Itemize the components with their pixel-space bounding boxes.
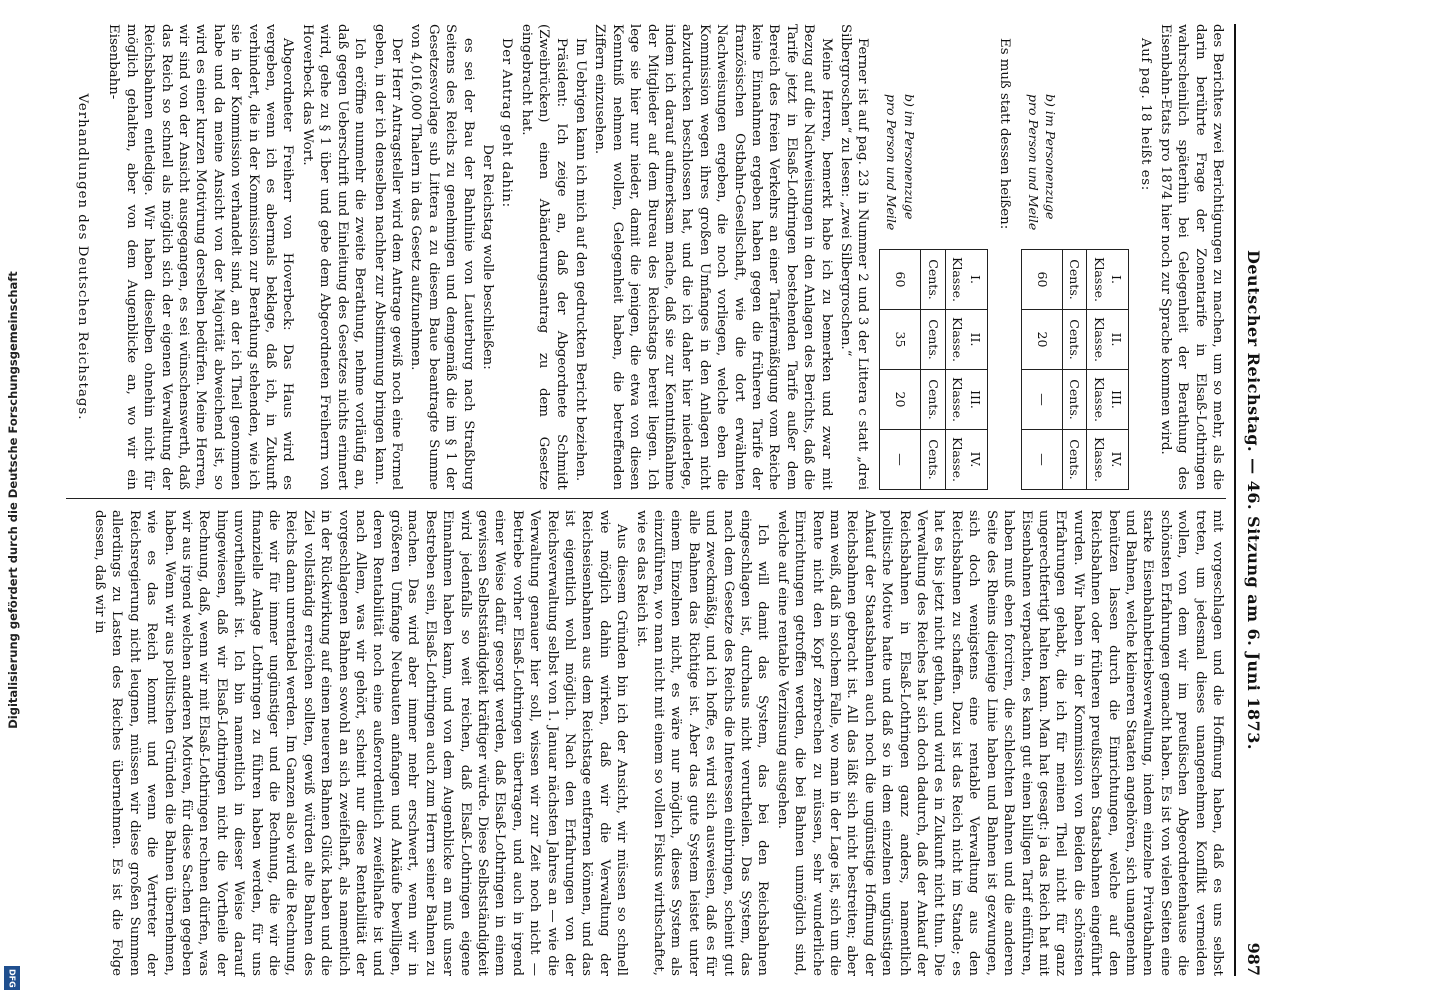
fare-value: 60: [880, 250, 921, 310]
paragraph: Meine Herren, bemerkt habe ich zu bemerken und zwar mit Bezug auf die Nachweisungen in den Anlagen des Berichts, daß die Tarife jetzt in Elsaß-Lothringen bestehenden Tarife außer dem Bereich des freien Verkehrs an einer Tarifermäßigung vom Reiche keine Einnahmen ergeben haben gegen die früheren Tarife der französischen Ostbahn-Gesellschaft, wie die dort erwähnten Nachweisungen ergeben, die noch vorliegen, welche eben die Kommission wegen ihres großen Umfanges in den Anlagen nicht abzudrucken beschlossen hat, und die ich daher hier niederlege, indem ich darauf aufmerksam mache, daß sie zur Kenntnißnahme der Mitglieder auf dem Bureau des Reichstags bereit liegen. Ich lege sie hier nur nieder, damit die jenigen, die etwa von diesen Kenntniß nehmen wollen, Gelegenheit haben, die betreffenden Ziffern einzusehen.: [592, 24, 834, 490]
fare-value: 20: [880, 370, 921, 430]
fare-row-label: b) im Personenzuge pro Person und Meile: [884, 94, 917, 231]
fare-header: IV. Klasse.: [1087, 430, 1129, 490]
fare-header: I. Klasse.: [1087, 250, 1129, 310]
fare-unit: Cents.: [1062, 370, 1086, 430]
fare-table-original: [1021, 94, 1129, 490]
fare-header: IV. Klasse.: [945, 430, 987, 490]
header-rule: [1234, 24, 1236, 976]
column-divider: [66, 498, 1226, 499]
paragraph: Im Uebrigen kann ich mich auf den gedruckten Bericht beziehen.: [573, 38, 588, 482]
right-column: [89, 510, 1226, 976]
fare-row-label: b) im Personenzuge pro Person und Meile: [1025, 94, 1059, 231]
paragraph: Ich eröffne nunmehr die zweite Berathung, nehme vorläufig an, daß gegen Ueberschrift und Einleitung des Gesetzes nichts erinnert wird, gehe zu § 1 über und gebe dem Abgeordneten Freiherrn von Hoverbeck das Wort.: [299, 24, 368, 490]
running-head: Deutscher Reichstag. — 46. Sitzung am 6. Juni 1873.: [1244, 250, 1264, 750]
left-column: [74, 24, 1226, 490]
paragraph: Abgeordneter Freiherr von Hoverbeck: Das Haus wird es vergeben, wenn ich es abermals beklage, daß ich, in Zukunft verhindert, die in der Kommission zur Berathung stehenden, wie ich sie in der Kommission verhandelt sind, an der ich Theil genommen habe und da meine Ansicht von der Majorität abweichend ist, so wird es einer kurzen Motivirung derselben bedürfen. Meine Herren, wir sind von der Ansicht ausgegangen, es sei wünschenswerth, daß das Reich so schnell als möglich sich der eigenen Verwaltung der Reichsbahnen entledige. Wir haben dieselben ohnehin nicht für möglich gehalten, aber von dem Augenblicke an, wo wir ein Eisenbahn-: [106, 24, 296, 490]
paragraph: des Berichtes zwei Berichtigungen zu machen, um so mehr, als die darin berührte Frage der Zonentarife in Elsaß-Lothringen wahrscheinlich späterhin bei Gelegenheit der Berathung des Eisenbahn-Etats pro 1874 hier noch zur Sprache kommen wird.: [1157, 24, 1225, 490]
paragraph: Der Antrag geht dahin:: [499, 38, 515, 208]
page-number: 987: [1244, 942, 1264, 976]
fare-row-label: [945, 94, 987, 250]
fare-unit: Cents.: [921, 430, 945, 490]
fare-value: —: [1021, 430, 1062, 490]
page-header: [1240, 24, 1268, 976]
fare-unit: Cents.: [921, 370, 945, 430]
fare-row-label: [1062, 94, 1086, 250]
fare-value: —: [880, 430, 921, 490]
fare-unit: Cents.: [1062, 310, 1086, 370]
credit-text: Digitalisierung gefördert durch die Deutsche Forschungsgemeinschaft: [6, 271, 20, 729]
paragraph: Auf pag. 18 heißt es:: [1138, 38, 1154, 191]
paragraph: Präsident: Ich zeige an, daß der Abgeordnete Schmidt (Zweibrücken) einen Abänderungsantrag zu dem Gesetze eingebracht hat.: [518, 24, 569, 490]
left-footer: Verhandlungen des Deutschen Reichstags.: [75, 93, 91, 421]
logo-text: DFG: [7, 968, 17, 988]
fare-unit: Cents.: [1062, 250, 1086, 310]
paragraph: es sei der Bau der Bahnlinie von Lauterburg nach Straßburg Seitens des Reichs zu genehmigen und demgemäß die im § 1 der Gesetzesvorlage sub Littera a zu diesem Baue beantragte Summe von 4,016,000 Thalern in das Gesetz aufzunehmen.: [408, 24, 476, 490]
fare-value: 20: [1021, 310, 1062, 370]
fare-unit: Cents.: [921, 250, 945, 310]
fare-value: —: [1021, 370, 1062, 430]
fare-header: II. Klasse.: [945, 310, 987, 370]
fare-row-label: [1087, 94, 1129, 250]
paragraph: Ferner ist auf pag. 23 in Nummer 2 und 3 der Littera c statt „drei Silbergroschen“ zu lesen: „zwei Silbergroschen.“: [838, 24, 871, 490]
paragraph: Ich will damit das System, das bei den Reichsbahnen eingeschlagen ist, durchaus nicht verurtheilen. Das System, das nach dem Gesetze des Reichs die Interessen einbringen, scheint gut und zweckmäßig, und ich hoffe, es wird sich ausweisen, daß es für alle Bahnen das Richtige ist. Aber das gute System leistet unter einem Einzelnen nicht, es wäre nur möglich, dieses System als einzuführen, wo man nicht mit einem so vollen Fiskus wirthschaftet, wie es das Reich ist.: [633, 510, 771, 976]
fare-value: 35: [880, 310, 921, 370]
fare-header: III. Klasse.: [945, 370, 987, 430]
fare-header: II. Klasse.: [1087, 310, 1129, 370]
fare-unit: Cents.: [921, 310, 945, 370]
paragraph: mit vorgeschlagen und die Hoffnung haben, daß es uns selbst treten, um jedesmal dieses unangenehmen Konflikt vermeiden wollen, von dem wir im preußischen Abgeordnetenhause die schönsten Erfahrungen gemacht haben. Es ist von vielen Seiten eine starke Eisenbahnbetriebsverwaltung, indem einzelne Privatbahnen und Bahnen, welche kleineren Staaten angehören, sich unangenehm benützen lassen durch die Einrichtungen, welche auf den Reichsbahnen oder früheren preußischen Staatsbahnen eingeführt wurden. Wir haben in der Kommission von Beiden die schönsten Erfahrungen gehabt, die ich für meinen Theil nicht für ganz ungerechtfertigt halten kann. Man hat gesagt: ja das Reich hat mit Eisenbahnen verpachten, es kann gut einen billigen Tarif einführen, haben muß eben forciren, die schlechten Bahnen und die anderen Seite des Rheins diejenige Linie haben und Bahnen ist gezwungen, sich doch wenigstens eine rentable Verwaltung aus den Reichsbahnen zu schaffen. Dazu ist das Reich nicht im Stande; es hat es bis jetzt nicht gethan, und wird es in Zukunft nicht thun. Die Verwaltung des Reiches hat sich doch dadurch, daß der Ankauf der Reichsbahnen in Elsaß-Lothringen ganz anders, namentlich politische Motive hatte und daß so in dem einzelnen ungünstigen Ankauf der Staatsbahnen auch noch die ungünstige Hoffnung der Reichsbahnen gebracht ist. All das läßt sich nicht bestreiten; aber man weiß, daß in solchem Falle, wo man in der Lage ist, sich um die Rente nicht den Kopf zerbrechen zu müssen, sehr wunderliche Einrichtungen getroffen werden, die bei Bahnen unmöglich sind, welche auf eine rentable Verzinsung ausgehen.: [774, 510, 1225, 976]
paragraph: Aus diesem Gründen bin ich der Ansicht, wir müssen so schnell wie möglich dahin wirken, daß wir die Verwaltung der Reichseisenbahnen aus dem Reichstage entfernen können, und das ist eigentlich wohl möglich. Nach den Erfahrungen von der Reichsverwaltung selbst von 1. Januar nächsten Jahres an — wie die Verwaltung genauer hier soll, wissen wir zur Zeit noch nicht — Betriebe vorher Elsaß-Lothringen übertragen, und auch in irgend einer Weise dafür gesorgt werden, daß Elsaß-Lothringen in einem gewissen Selbstständigkeit kräftiger würde. Diese Selbstständigkeit wird jedenfalls so weit reichen, daß Elsaß-Lothringen eigene Einnahmen haben kann, und von dem Augenblicke an muß unser Bestreben sein, Elsaß-Lothringen auch zum Herrn seiner Bahnen zu machen. Das wird aber immer mehr erschwert, wenn wir in größeren Umfange Neubauten anfangen und Ankäufe bewilligen, deren Rentabilität noch eine außerordentlich zweifelhafte ist und nach Allem, was wir gehört, scheint nur diese Rentabilität der vorgeschlagenen Bahnen sowohl an sich zweifelhaft, als namentlich in der Rückwirkung auf einen neueren Bahnen Glück haben und die Ziel vollständig erreichen sollten, gewiß würden alte Bahnen des Reichs dann unrentabel werden. Im Ganzen also wird die Rechnung, die wir für immer ungünstiger und die Rechnung, die wir die finanzielle Anlage Lothringen zu führen haben werden, für uns unvortheilhaft ist. Ich bin namentlich in dieser Weise darauf hingewiesen, daß wir Elsaß-Lothringen nicht die Vortheile der Rechnung, daß, wenn wir mit Elsaß-Lothringen rechnen dürfen, was wir aus irgend welchen anderen Motiven, für diese Sachen gegeben haben. Wenn wir aus politischen Gründen die Bahnen übernehmen, wie es das Reich kommt und wenn die Vertreter der Reichsregierung nicht leugnen, müssen wir diese großen Summen allerdings zu Lasten des Reiches übernehmen. Es ist die Folge dessen, daß wir in: [92, 510, 630, 976]
paragraph: Der Reichstag wolle beschließen:: [479, 144, 495, 370]
fare-table-corrected: [880, 94, 988, 490]
paragraph: Der Herr Antragsteller wird dem Antrage gewiß noch eine Formel geben, in der ich denselben nachher zur Abstimmung bringen kann.: [371, 24, 404, 490]
fare-header: III. Klasse.: [1087, 370, 1129, 430]
fare-row-label: [921, 94, 945, 250]
fare-value: 60: [1021, 250, 1062, 310]
paragraph: Es muß statt dessen heißen:: [996, 38, 1012, 230]
fare-unit: Cents.: [1062, 430, 1086, 490]
fare-header: I. Klasse.: [945, 250, 987, 310]
